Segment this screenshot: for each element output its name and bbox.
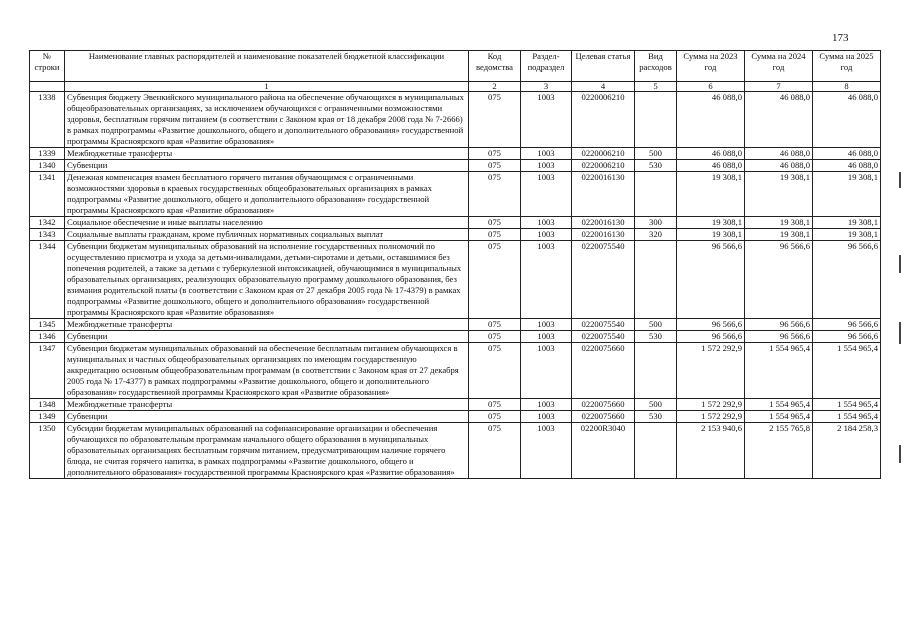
target-article: 0220016130 (572, 217, 635, 229)
header-expense-type: Вид расходов (635, 51, 677, 82)
column-number: 2 (469, 82, 521, 92)
header-row (30, 51, 881, 82)
row-name: Субсидии бюджетам муниципальных образований на софинансирование организации и обеспечения обучающихся по образовательным программам начального общего образования в муниципальных образовательных организациях бесплатным горячим питанием, предусматривающим наличие горячего блюда, не считая горячего напитка, в рамках подпрограммы «Развитие дошкольного, общего и дополнительного образования» государственной программы Красноярского края «Развитие образования» (65, 423, 469, 479)
expense-type: 530 (635, 331, 677, 343)
department-code: 075 (469, 148, 521, 160)
page-number: 173 (832, 32, 849, 44)
row-number: 1350 (30, 423, 65, 479)
table-row (30, 331, 881, 343)
row-number: 1341 (30, 172, 65, 217)
row-number: 1346 (30, 331, 65, 343)
sum-2023: 96 566,6 (677, 319, 745, 331)
row-number: 1348 (30, 399, 65, 411)
target-article: 0220006210 (572, 92, 635, 148)
department-code: 075 (469, 217, 521, 229)
sum-2025: 1 554 965,4 (813, 411, 881, 423)
column-number: 3 (521, 82, 572, 92)
row-name: Субвенция бюджету Эвенкийского муниципального района на обеспечение обучающихся в муниципальных общеобразовательных организациях, за исключением обучающихся с ограниченными возможностями здоровья, бесплатным горячим питанием (в соответствии с Законом края от 18 декабря 2008 года № 7-2666) в рамках подпрограммы «Развитие дошкольного, общего и дополнительного образования» государственной программы Красноярского края «Развитие образования» (65, 92, 469, 148)
sum-2023: 1 572 292,9 (677, 343, 745, 399)
expense-type (635, 343, 677, 399)
section-code: 1003 (521, 229, 572, 241)
sum-2023: 46 088,0 (677, 92, 745, 148)
column-number: 4 (572, 82, 635, 92)
header-sum-2024: Сумма на 2024 год (745, 51, 813, 82)
sum-2023: 1 572 292,9 (677, 411, 745, 423)
sum-2025: 46 088,0 (813, 160, 881, 172)
section-code: 1003 (521, 423, 572, 479)
table-row (30, 411, 881, 423)
sum-2024: 2 155 765,8 (745, 423, 813, 479)
expense-type (635, 172, 677, 217)
table-row (30, 241, 881, 319)
sum-2023: 19 308,1 (677, 172, 745, 217)
header-department-code: Код ведомства (469, 51, 521, 82)
row-number: 1347 (30, 343, 65, 399)
column-number: 7 (745, 82, 813, 92)
column-number: 8 (813, 82, 881, 92)
sum-2024: 1 554 965,4 (745, 399, 813, 411)
row-name: Субвенции бюджетам муниципальных образований на обеспечение бесплатным питанием обучающихся в муниципальных и частных общеобразовательных организациях по имеющим государственную аккредитацию основным общеобразовательным программам (в соответствии с Законом края от 27 декабря 2005 года № 17-4377) в рамках подпрограммы «Развитие дошкольного, общего и дополнительного образования» государственной программы Красноярского края «Развитие образования» (65, 343, 469, 399)
table-row (30, 399, 881, 411)
expense-type (635, 423, 677, 479)
sum-2023: 19 308,1 (677, 229, 745, 241)
scan-margin-mark (899, 445, 901, 463)
row-name: Субвенции бюджетам муниципальных образований на исполнение государственных полномочий по осуществлению присмотра и ухода за детьми-инвалидами, детьми-сиротами и детьми, оставшимися без попечения родителей, а также за детьми с туберкулезной интоксикацией, обучающимися в муниципальных образовательных организациях, реализующих образовательную программу дошкольного образования, без взимания родительской платы (в соответствии с Законом края от 27 декабря 2005 года № 17-4379) в рамках подпрограммы «Развитие дошкольного, общего и дополнительного образования» государственной программы Красноярского края «Развитие образования» (65, 241, 469, 319)
column-number: 5 (635, 82, 677, 92)
expense-type: 530 (635, 160, 677, 172)
row-name: Субвенции (65, 331, 469, 343)
row-name: Социальное обеспечение и иные выплаты населению (65, 217, 469, 229)
header-row-number: № строки (30, 51, 65, 82)
section-code: 1003 (521, 331, 572, 343)
row-name: Межбюджетные трансферты (65, 399, 469, 411)
target-article: 0220075540 (572, 319, 635, 331)
table-row (30, 160, 881, 172)
scan-margin-mark (899, 172, 901, 188)
table-body (30, 92, 881, 479)
section-code: 1003 (521, 343, 572, 399)
sum-2025: 96 566,6 (813, 241, 881, 319)
expense-type (635, 241, 677, 319)
scan-margin-mark (899, 255, 901, 273)
column-number: 6 (677, 82, 745, 92)
department-code: 075 (469, 319, 521, 331)
section-code: 1003 (521, 217, 572, 229)
sum-2025: 19 308,1 (813, 229, 881, 241)
department-code: 075 (469, 160, 521, 172)
sum-2023: 1 572 292,9 (677, 399, 745, 411)
row-number: 1344 (30, 241, 65, 319)
sum-2023: 96 566,6 (677, 241, 745, 319)
row-number: 1349 (30, 411, 65, 423)
table-row (30, 229, 881, 241)
table-row (30, 319, 881, 331)
sum-2024: 1 554 965,4 (745, 343, 813, 399)
column-number: 1 (65, 82, 469, 92)
sum-2024: 19 308,1 (745, 217, 813, 229)
expense-type: 500 (635, 319, 677, 331)
sum-2025: 2 184 258,3 (813, 423, 881, 479)
sum-2023: 46 088,0 (677, 148, 745, 160)
sum-2023: 96 566,6 (677, 331, 745, 343)
sum-2025: 19 308,1 (813, 172, 881, 217)
department-code: 075 (469, 423, 521, 479)
sum-2025: 96 566,6 (813, 331, 881, 343)
department-code: 075 (469, 92, 521, 148)
department-code: 075 (469, 331, 521, 343)
department-code: 075 (469, 343, 521, 399)
header-sum-2025: Сумма на 2025 год (813, 51, 881, 82)
sum-2025: 46 088,0 (813, 148, 881, 160)
row-name: Денежная компенсация взамен бесплатного горячего питания обучающимся с ограниченными возможностями здоровья в краевых государственных общеобразовательных организациях в рамках подпрограммы «Развитие дошкольного, общего и дополнительного образования» государственной программы Красноярского края «Развитие образования» (65, 172, 469, 217)
department-code: 075 (469, 229, 521, 241)
sum-2024: 96 566,6 (745, 241, 813, 319)
table-row (30, 148, 881, 160)
row-number: 1339 (30, 148, 65, 160)
sum-2024: 96 566,6 (745, 319, 813, 331)
header-name: Наименование главных распорядителей и наименование показателей бюджетной классификации (65, 51, 469, 82)
sum-2025: 46 088,0 (813, 92, 881, 148)
row-name: Межбюджетные трансферты (65, 319, 469, 331)
department-code: 075 (469, 172, 521, 217)
target-article: 0220075660 (572, 399, 635, 411)
table-row (30, 172, 881, 217)
sum-2023: 2 153 940,6 (677, 423, 745, 479)
expense-type: 500 (635, 399, 677, 411)
section-code: 1003 (521, 160, 572, 172)
row-number: 1343 (30, 229, 65, 241)
table-row (30, 343, 881, 399)
header-sum-2023: Сумма на 2023 год (677, 51, 745, 82)
target-article: 0220006210 (572, 148, 635, 160)
column-numbers-row (30, 82, 881, 92)
department-code: 075 (469, 241, 521, 319)
sum-2024: 1 554 965,4 (745, 411, 813, 423)
target-article: 02200R3040 (572, 423, 635, 479)
section-code: 1003 (521, 148, 572, 160)
sum-2024: 46 088,0 (745, 148, 813, 160)
column-number (30, 82, 65, 92)
header-section: Раздел-подраздел (521, 51, 572, 82)
row-name: Субвенции (65, 160, 469, 172)
target-article: 0220075540 (572, 241, 635, 319)
sum-2024: 96 566,6 (745, 331, 813, 343)
target-article: 0220075660 (572, 411, 635, 423)
row-number: 1338 (30, 92, 65, 148)
expense-type (635, 92, 677, 148)
target-article: 0220016130 (572, 229, 635, 241)
target-article: 0220075540 (572, 331, 635, 343)
target-article: 0220006210 (572, 160, 635, 172)
row-number: 1340 (30, 160, 65, 172)
table-row (30, 92, 881, 148)
sum-2025: 1 554 965,4 (813, 343, 881, 399)
sum-2025: 96 566,6 (813, 319, 881, 331)
row-number: 1345 (30, 319, 65, 331)
table-row (30, 217, 881, 229)
budget-table (29, 50, 881, 479)
section-code: 1003 (521, 319, 572, 331)
sum-2024: 46 088,0 (745, 160, 813, 172)
table-row (30, 423, 881, 479)
sum-2023: 19 308,1 (677, 217, 745, 229)
sum-2025: 19 308,1 (813, 217, 881, 229)
sum-2023: 46 088,0 (677, 160, 745, 172)
section-code: 1003 (521, 399, 572, 411)
expense-type: 320 (635, 229, 677, 241)
expense-type: 530 (635, 411, 677, 423)
section-code: 1003 (521, 92, 572, 148)
row-name: Субвенции (65, 411, 469, 423)
row-number: 1342 (30, 217, 65, 229)
expense-type: 300 (635, 217, 677, 229)
row-name: Межбюджетные трансферты (65, 148, 469, 160)
row-name: Социальные выплаты гражданам, кроме публичных нормативных социальных выплат (65, 229, 469, 241)
target-article: 0220016130 (572, 172, 635, 217)
section-code: 1003 (521, 411, 572, 423)
section-code: 1003 (521, 241, 572, 319)
expense-type: 500 (635, 148, 677, 160)
sum-2024: 19 308,1 (745, 172, 813, 217)
department-code: 075 (469, 411, 521, 423)
sum-2025: 1 554 965,4 (813, 399, 881, 411)
section-code: 1003 (521, 172, 572, 217)
sum-2024: 46 088,0 (745, 92, 813, 148)
department-code: 075 (469, 399, 521, 411)
header-target-article: Целевая статья (572, 51, 635, 82)
scan-margin-mark (899, 322, 901, 344)
sum-2024: 19 308,1 (745, 229, 813, 241)
target-article: 0220075660 (572, 343, 635, 399)
